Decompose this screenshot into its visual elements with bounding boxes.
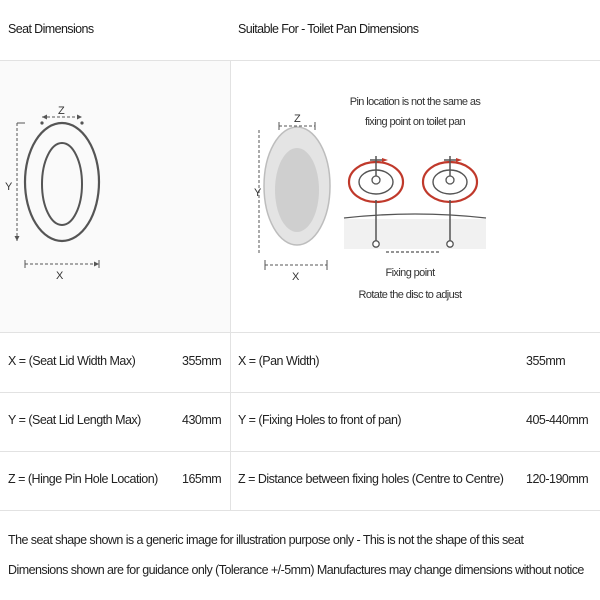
table-row-divider-1 (0, 392, 600, 393)
table-row-3-left-label: Z = (Hinge Pin Hole Location) (8, 472, 158, 486)
pan-bowl (275, 148, 319, 232)
pin-location-note (345, 92, 485, 132)
pan-x-label: X (292, 271, 300, 283)
hinge-pin-left (40, 121, 43, 124)
disclaimer-line-2: Dimensions shown are for guidance only (Tolerance +/-5mm) Manufactures may change dimensions without notice (8, 563, 584, 577)
seat-outline (25, 123, 99, 241)
table-row-1-left-label: X = (Seat Lid Width Max) (8, 354, 136, 368)
seat-diagram (0, 95, 230, 295)
pan-diagram (245, 108, 345, 288)
pan-z-label: Z (294, 113, 301, 125)
table-row-3-right-value: 120-190mm (526, 472, 589, 486)
table-row-1-right-label: X = (Pan Width) (238, 354, 320, 368)
hinge-pin-right (80, 121, 83, 124)
table-row-3-left-value: 165mm (182, 472, 222, 486)
pan-y-label: Y (254, 187, 262, 199)
table-row-1-left-value: 355mm (182, 354, 222, 368)
pan-dimensions-heading: Suitable For - Toilet Pan Dimensions (238, 22, 419, 36)
seat-dimensions-heading: Seat Dimensions (8, 22, 94, 36)
pin-note-line2: fixing point on toilet pan (365, 116, 465, 128)
seat-y-label: Y (5, 181, 13, 193)
seat-x-label: X (56, 270, 64, 282)
seat-opening (42, 143, 82, 225)
diagram-divider (230, 61, 231, 332)
fixing-diagram (340, 140, 490, 260)
table-row-2-left-label: Y = (Seat Lid Length Max) (8, 413, 141, 427)
table-row-1-right-value: 355mm (526, 354, 566, 368)
pin-note-line1: Pin location is not the same as (349, 96, 481, 108)
table-row-3-right-label: Z = Distance between fixing holes (Centre to Centre) (238, 472, 504, 486)
table-top-border (0, 332, 600, 333)
fixing-point-note (335, 262, 485, 306)
table-row-divider-2 (0, 451, 600, 452)
fixing-point-label: Fixing point (385, 267, 435, 279)
disclaimer-line-1: The seat shape shown is a generic image for illustration purpose only - This is not the shape of this seat (8, 533, 524, 547)
table-column-divider (230, 333, 231, 510)
seat-z-label: Z (58, 105, 65, 117)
table-row-2-left-value: 430mm (182, 413, 222, 427)
table-row-2-right-label: Y = (Fixing Holes to front of pan) (238, 413, 402, 427)
table-bottom-border (0, 510, 600, 511)
table-row-2-right-value: 405-440mm (526, 413, 589, 427)
rotate-disc-label: Rotate the disc to adjust (358, 289, 462, 301)
